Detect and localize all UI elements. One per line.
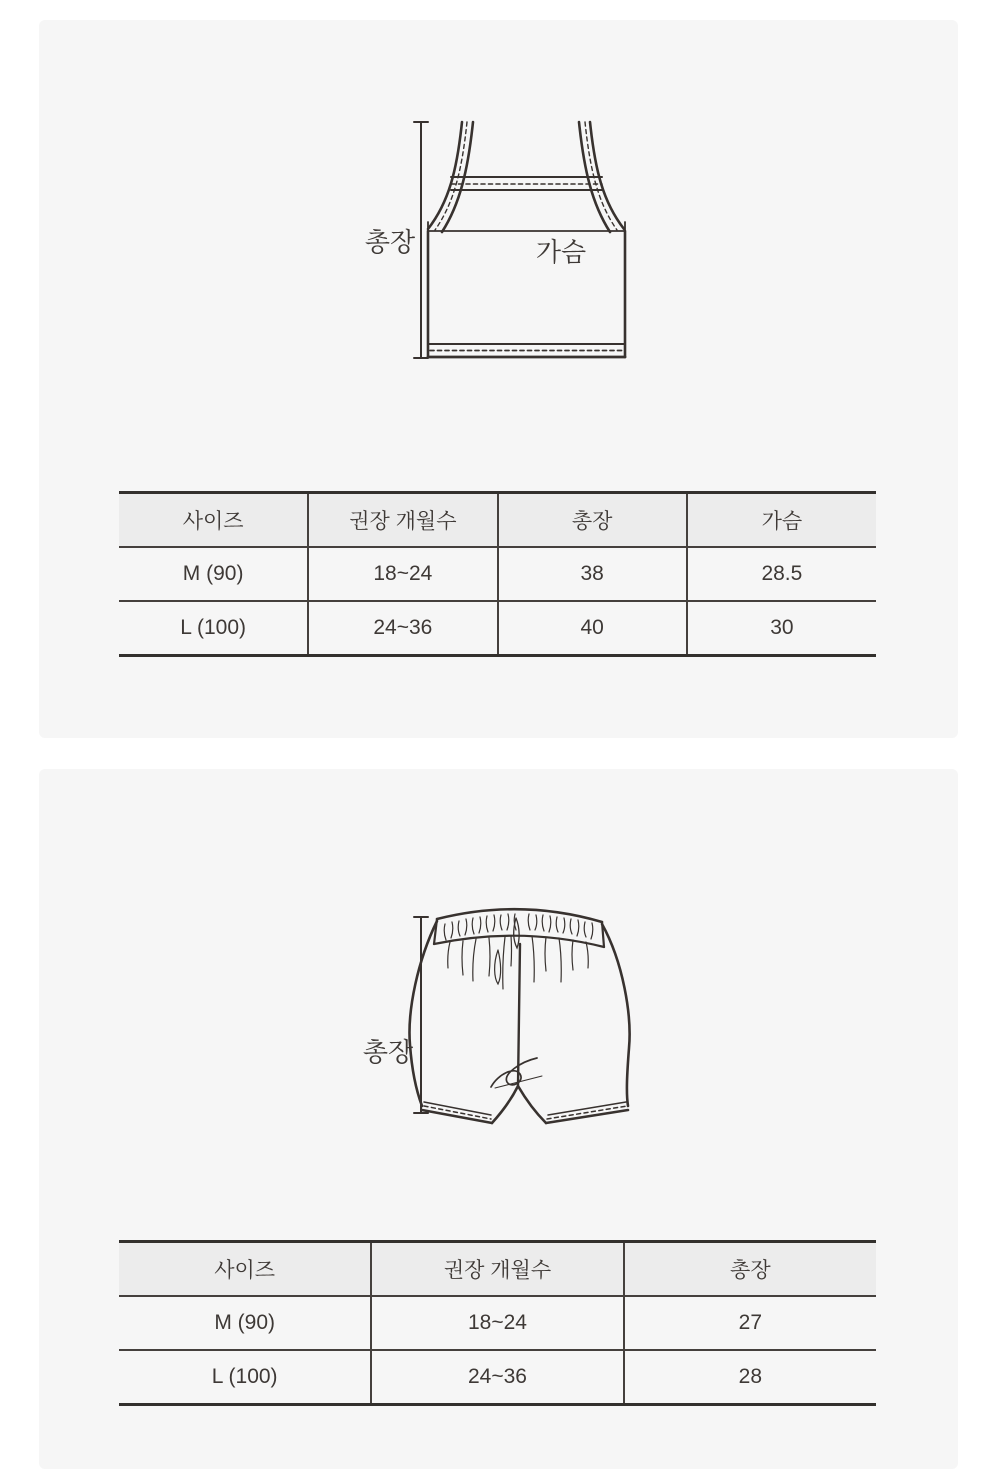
table-cell: L (100)	[119, 1350, 371, 1405]
column-header-size: 사이즈	[119, 1242, 371, 1297]
table-row	[119, 601, 876, 656]
table-cell: 18~24	[371, 1296, 623, 1350]
column-header-length: 총장	[624, 1242, 876, 1297]
neckline-band	[451, 177, 602, 190]
column-header-months: 권장 개월수	[371, 1242, 623, 1297]
column-header-chest: 가슴	[687, 493, 876, 548]
table-cell: 28.5	[687, 547, 876, 601]
table-header-row	[119, 1242, 876, 1297]
table-cell: M (90)	[119, 547, 308, 601]
right-hem	[546, 1102, 628, 1123]
table-cell: 28	[738, 1365, 762, 1388]
size-info-card-bottom	[39, 769, 958, 1469]
table-row	[119, 1296, 876, 1350]
shorts-outline	[410, 921, 630, 1123]
column-header-months: 권장 개월수	[308, 493, 497, 548]
table-cell: M (90)	[119, 1296, 371, 1350]
top-size-table	[119, 491, 876, 657]
table-row	[119, 1350, 876, 1405]
table-cell: 18~24	[308, 547, 497, 601]
chest-measure-line	[428, 222, 625, 240]
size-info-card-top	[39, 20, 958, 738]
table-cell: 24~36	[308, 601, 497, 656]
table-cell: 30	[770, 616, 794, 639]
table-header-row	[119, 493, 876, 548]
left-hem	[422, 1102, 492, 1123]
top-body-outline	[428, 231, 625, 357]
table-row	[119, 547, 876, 601]
table-cell: 27	[624, 1296, 876, 1350]
bottom-size-table	[119, 1240, 876, 1406]
table-cell: 38	[498, 547, 687, 601]
length-label: 총장	[364, 227, 416, 257]
column-header-length: 총장	[498, 493, 687, 548]
chest-label: 가슴	[535, 237, 587, 267]
drawstring-curl	[491, 1058, 542, 1088]
waistband	[434, 909, 604, 948]
table-cell: 24~36	[371, 1350, 623, 1405]
length-label: 총장	[362, 1037, 414, 1067]
shorts-measurement-diagram	[360, 890, 670, 1130]
table-cell: L (100)	[119, 601, 308, 656]
length-measure-line	[414, 122, 428, 358]
table-cell: 40	[498, 601, 687, 656]
sleeveless-top-measurement-diagram	[350, 100, 670, 380]
column-header-size: 사이즈	[119, 493, 308, 548]
